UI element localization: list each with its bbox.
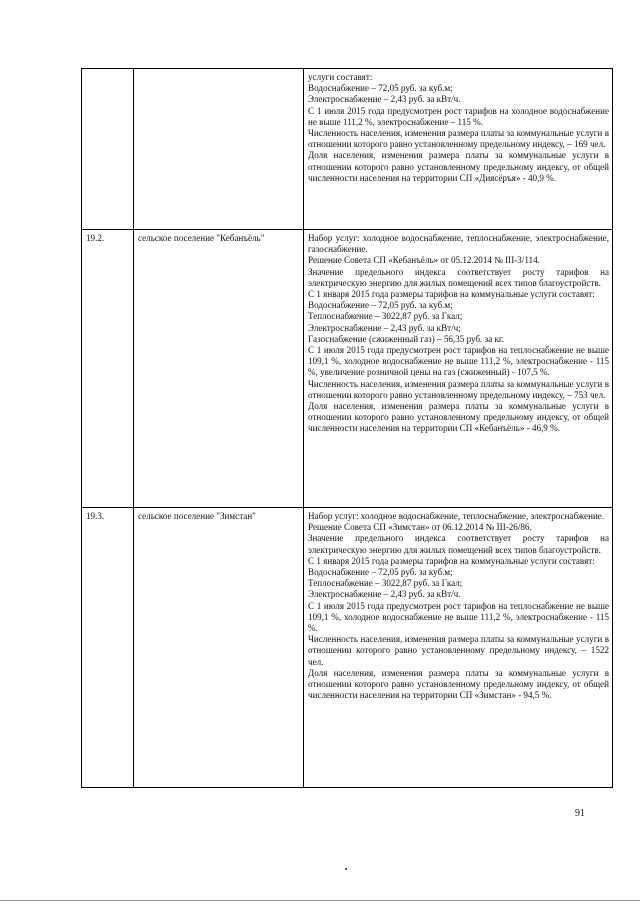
scan-dot	[345, 868, 347, 870]
page-bottom-edge	[0, 900, 640, 901]
desc-line: Значение предельного индекса соответствует росту тарифов на электрическую энергию для жилых помещений всех типов благоустройств.	[308, 533, 609, 555]
row-number	[82, 69, 134, 230]
desc-line: Набор услуг: холодное водоснабжение, теплоснабжение, электроснабжение.	[308, 511, 605, 521]
desc-line: Доля населения, изменения размера платы за коммунальные услуги в отношении которого равно установленному предельному индексу, от общей численности населения на территории СП «Зимстан» - 94,5 %.	[308, 667, 609, 701]
desc-line: Численность населения, изменения размера платы за коммунальные услуги в отношении которого равно установленному предельному индексу, – 1522 чел.	[308, 634, 609, 667]
row-description	[304, 230, 613, 508]
desc-line: Решение Совета СП «Зимстан» от 06.12.2014 № III-26/86.	[308, 522, 532, 533]
desc-line: Газоснабжение (сжиженный газ) – 56,35 руб. за кг.	[308, 333, 504, 344]
table-row	[82, 508, 613, 788]
settlement-name: сельское поселение "Зимстан"	[134, 508, 304, 788]
desc-line: Решение Совета СП «Кебанъёль» от 05.12.2014 № III-3/114.	[308, 255, 540, 266]
row-description	[304, 69, 613, 230]
desc-line: Численность населения, изменения размера платы за коммунальные услуги в отношении которого равно установленному предельному индексу, – 753 чел.	[308, 378, 609, 400]
desc-line: Электроснабжение – 2,43 руб. за кВт/ч;	[308, 322, 461, 333]
desc-line: Водоснабжение – 72,05 руб. за куб.м;	[308, 83, 453, 94]
desc-line: Водоснабжение – 72,05 руб. за куб.м;	[308, 567, 453, 578]
table-row	[82, 69, 613, 230]
desc-line: Электроснабжение – 2,43 руб. за кВт/ч.	[308, 589, 461, 600]
desc-line: Набор услуг: холодное водоснабжение, теплоснабжение, электроснабжение, газоснабжение.	[308, 233, 609, 255]
desc-line: Численность населения, изменения размера платы за коммунальные услуги в отношении которого равно установленному предельному индексу, – 169 чел.	[308, 128, 609, 150]
row-number: 19.3.	[82, 508, 134, 788]
desc-line: С 1 июля 2015 года предусмотрен рост тарифов на теплоснабжение не выше 109,1 %, холодное водоснабжение не выше 111,2 %, электроснабжение - 115 %, увеличение розничной цены на газ (сжиженный) - 107,5 %.	[308, 345, 609, 378]
desc-line: С 1 января 2015 года размеры тарифов на коммунальные услуги составят:	[308, 555, 595, 566]
page-number: 91	[575, 808, 585, 819]
desc-line: Теплоснабжение – 3022,87 руб. за Гкал;	[308, 578, 463, 589]
row-description	[304, 508, 613, 788]
tariff-table	[81, 68, 613, 788]
desc-line: С 1 июля 2015 года предусмотрен рост тарифов на холодное водоснабжение не выше 111,2 %, электроснабжение – 115 %.	[308, 105, 609, 127]
settlement-name	[134, 69, 304, 230]
desc-line: С 1 января 2015 года размеры тарифов на коммунальные услуги составят:	[308, 289, 595, 300]
row-number: 19.2.	[82, 230, 134, 508]
desc-line: Электроснабжение – 2,43 руб. за кВт/ч.	[308, 94, 461, 105]
desc-line: услуги составят:	[308, 72, 373, 82]
desc-line: Значение предельного индекса соответствует росту тарифов на электрическую энергию для жилых помещений всех типов благоустройств.	[308, 266, 609, 288]
table-row	[82, 230, 613, 508]
desc-line: С 1 июля 2015 года предусмотрен рост тарифов на теплоснабжение не выше 109,1 %, холодное водоснабжение не выше 111,2 %, электроснабжение - 115 %.	[308, 600, 609, 634]
settlement-name: сельское поселение "Кебанъёль"	[134, 230, 304, 508]
desc-line: Доля населения, изменения размера платы за коммунальные услуги в отношении которого равно установленному предельному индексу, от общей численности населения на территории СП «Кебанъёль» - 46,9 %.	[308, 401, 609, 434]
desc-line: Доля населения, изменения размера платы за коммунальные услуги в отношении которого равно установленному предельному индексу, от общей численности населения на территории СП «Диясёръя» - 40,9 %.	[308, 150, 609, 183]
desc-line: Водоснабжение – 72,05 руб. за куб.м;	[308, 300, 453, 311]
desc-line: Теплоснабжение – 3022,87 руб. за Гкал;	[308, 311, 463, 322]
